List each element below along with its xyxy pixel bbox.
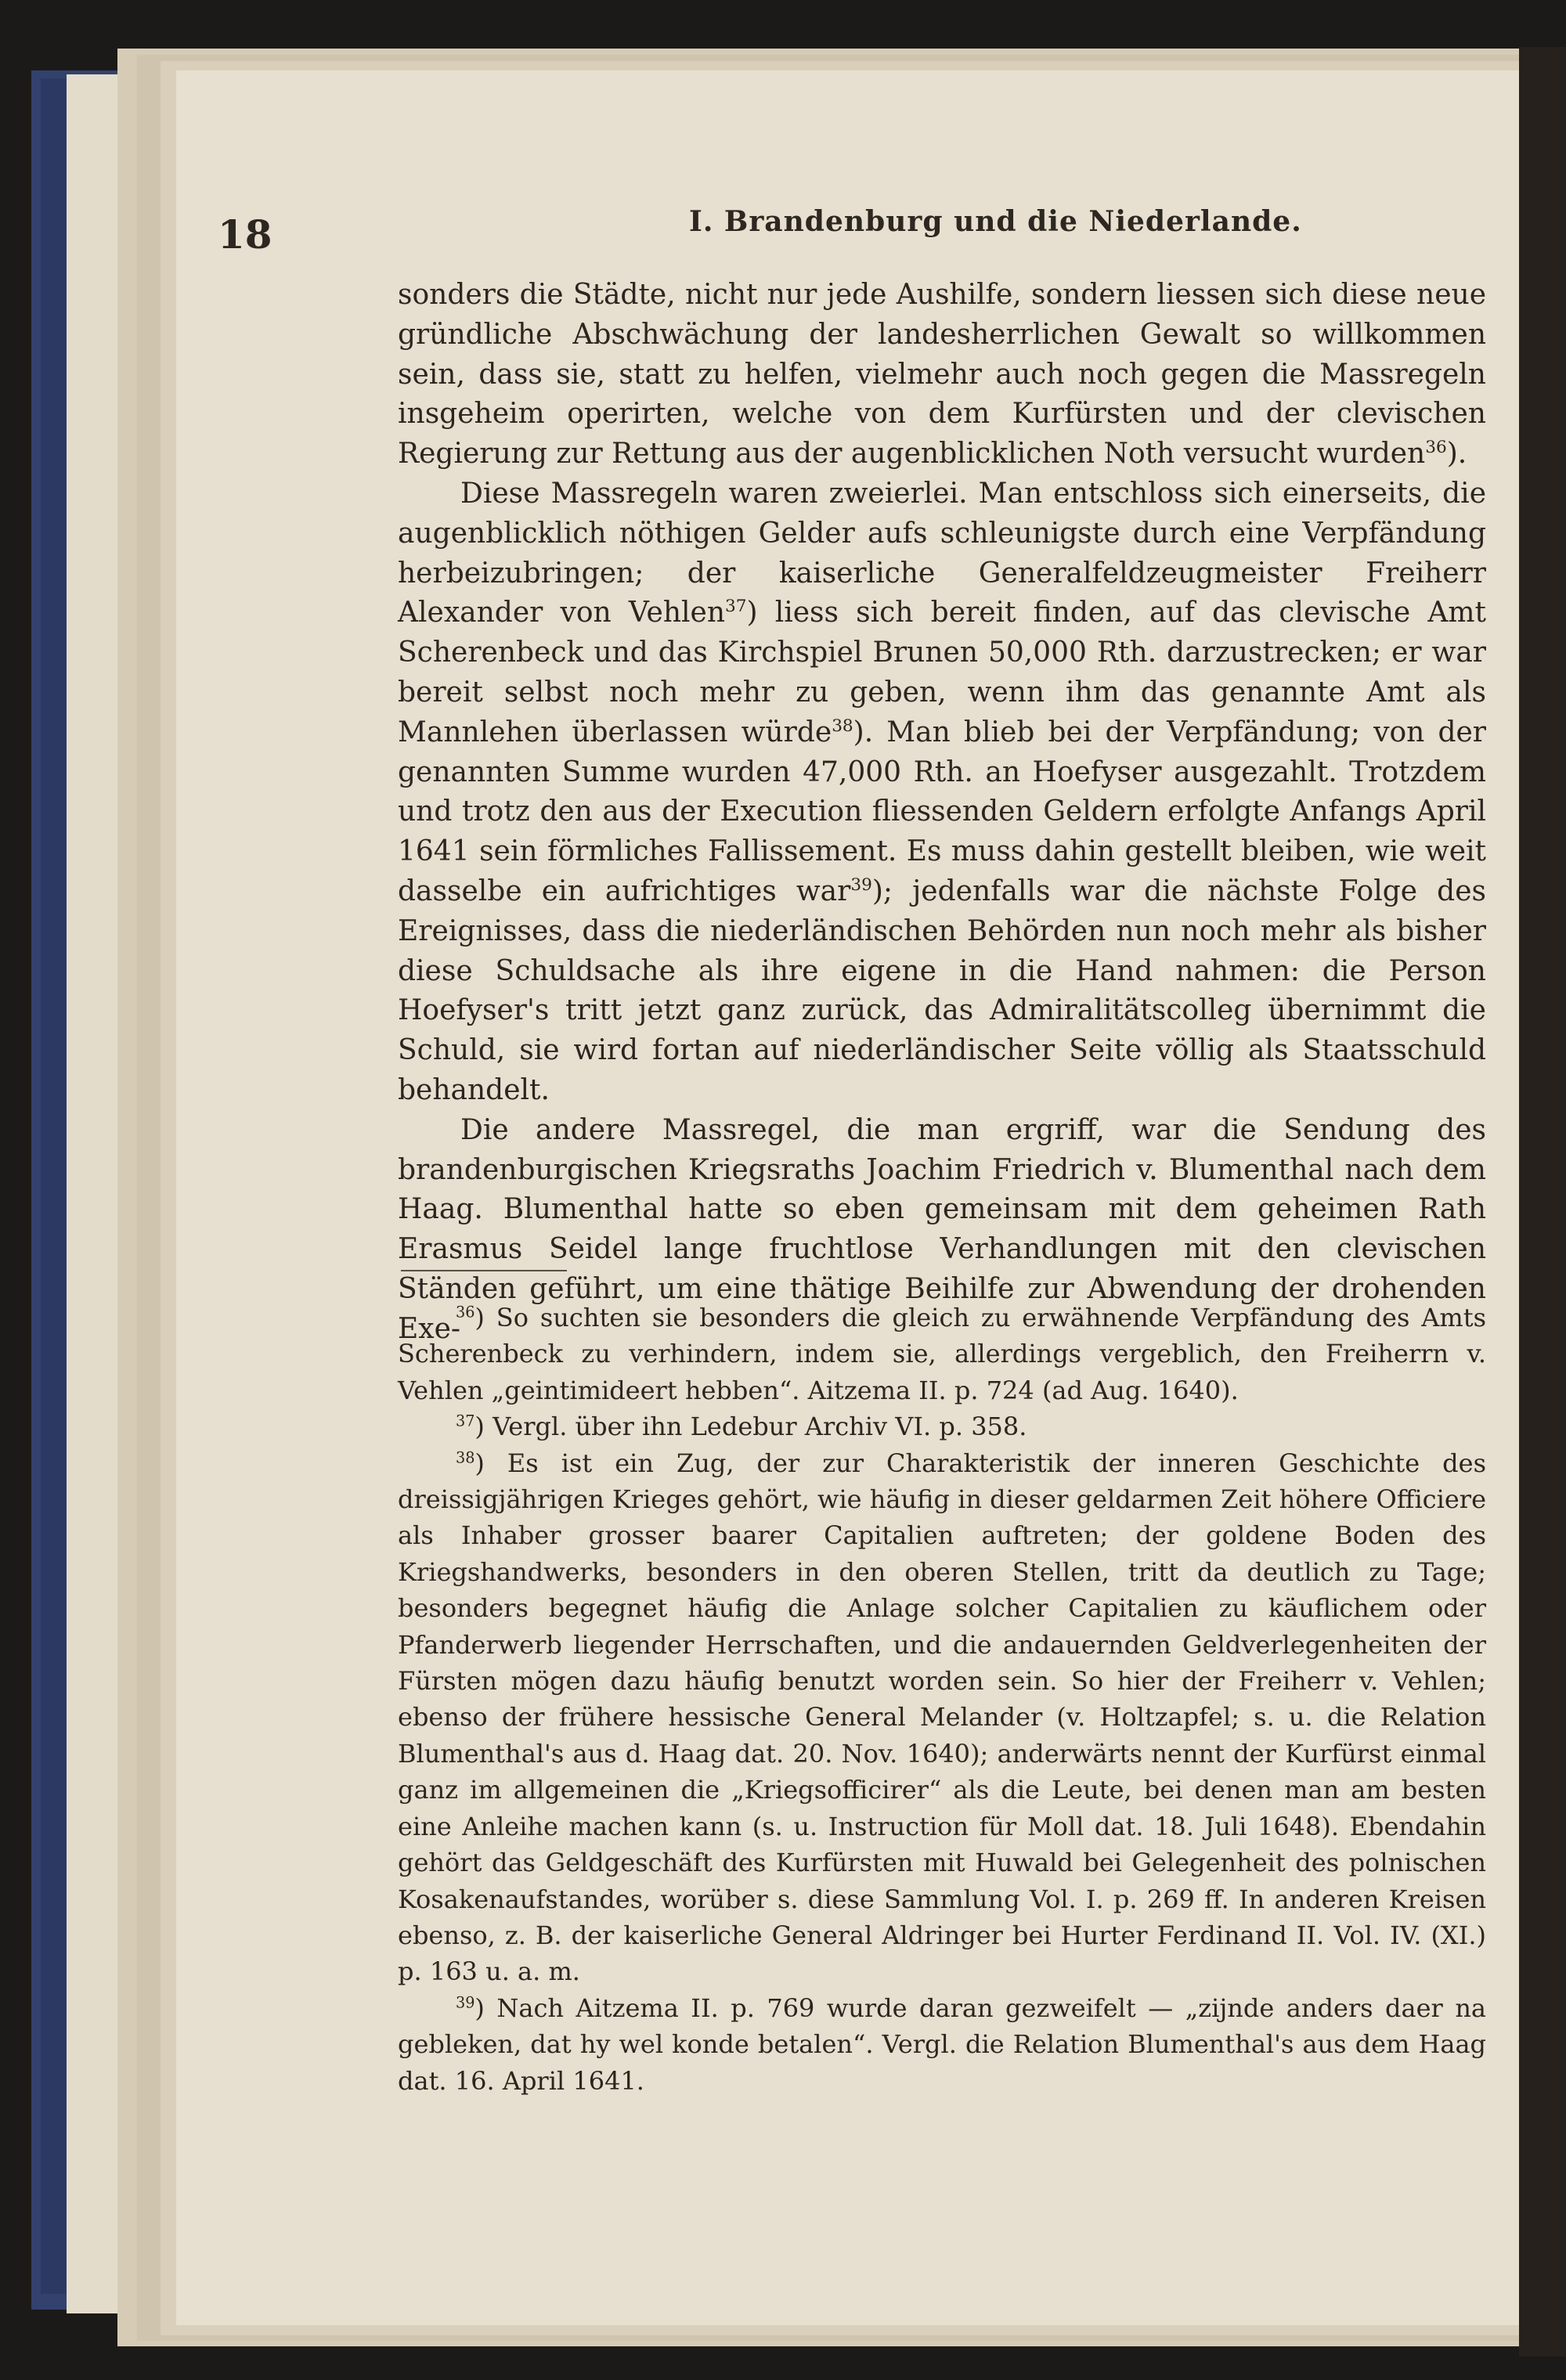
paragraph-text: Diese Massregeln waren zweierlei. Man entschloss sich einerseits, die augenblicklich nöthigen Gelder aufs schleunigste durch eine Verpfändung herbeizubringen; der kaiserliche Generalfeldzeugmeister Freiherr Alexander von Vehlen xyxy=(398,477,1486,629)
footnote xyxy=(398,1300,1486,1408)
footnote-ref: 39 xyxy=(850,874,872,895)
footnote-text: ) Es ist ein Zug, der zur Charakteristik der inneren Geschichte des dreissigjährigen Krieges gehört, wie häufig in dieser geldarmen Zeit höhere Officiere als Inhaber grosser baarer Capitalien auftreten; der goldene Boden des Kriegshandwerks, besonders in den oberen Stellen, tritt da deutlich zu Tage; besonders begegnet häufig die Anlage solcher Capitalien zu käuflichem oder Pfanderwerb liegender Herrschaften, und die andauernden Geldverlegenheiten der Fürsten mögen dazu häufig benutzt worden sein. So hier der Freiherr v. Vehlen; ebenso der frühere hessische General Melander (v. Holtzapfel; s. u. die Relation Blumenthal's aus d. Haag dat. 20. Nov. 1640); anderwärts nennt der Kurfürst einmal ganz im allgemeinen die „Kriegsofficirer“ als die Leute, bei denen man am besten eine Anleihe machen kann (s. u. Instruction für Moll dat. 18. Juli 1648). Ebendahin gehört das Geldgeschäft des Kurfürsten mit Huwald bei Gelegenheit des polnischen Kosakenaufstandes, worüber s. diese Sammlung Vol. I. p. 269 ff. In anderen Kreisen ebenso, z. B. der kaiserliche General Aldringer bei Hurter Ferdinand II. Vol. IV. (XI.) p. 163 u. a. m. xyxy=(398,1448,1486,1987)
footnotes xyxy=(398,1300,1486,2099)
page-number: 18 xyxy=(218,211,272,258)
paragraph-text: ). Man blieb bei der Verpfändung; von der genannten Summe wurden 47,000 Rth. an Hoefyser ausgezahlt. Trotzdem und trotz den aus der Execution fliessenden Geldern erfolgte Anfangs April 1641 sein förmliches Fallissement. Es muss dahin gestellt bleiben, wie weit dasselbe ein aufrichtiges war xyxy=(398,716,1487,907)
paragraph-text: ); jedenfalls war die nächste Folge des Ereignisses, dass die niederländischen Behörden nun noch mehr als bisher diese Schuldsache als ihre eigene in die Hand nahmen: die Person Hoefyser's tritt jetzt ganz zurück, das Admiralitätscolleg übernimmt die Schuld, sie wird fortan auf niederländischer Seite völlig als Staatsschuld behandelt. xyxy=(398,874,1486,1106)
paragraph-text: Die andere Massregel, die man ergriff, war die Sendung des brandenburgischen Kriegsraths Joachim Friedrich v. Blumenthal nach dem Haag. Blumenthal hatte so eben gemeinsam mit dem geheimen Rath Erasmus Seidel lange fruchtlose Verhandlungen mit den clevischen Ständen geführt, um eine thätige Beihilfe zur Abwendung der drohenden Exe- xyxy=(398,1113,1486,1345)
footnote-number: 39 xyxy=(456,1993,475,2012)
footnote-text: ) So suchten sie besonders die gleich zu erwähnende Verpfändung des Amts Scherenbeck zu verhindern, indem sie, allerdings vergeblich, den Freiherrn v. Vehlen „geintimideert hebben“. Aitzema II. p. 724 (ad Aug. 1640). xyxy=(398,1303,1486,1405)
paragraph-text: ) liess sich bereit finden, auf das clevische Amt Scherenbeck und das Kirchspiel Brunen 50,000 Rth. darzustrecken; er war bereit selbst noch mehr zu geben, wenn ihm das genannte Amt als Mannlehen überlassen würde xyxy=(398,597,1486,748)
footnote-number: 36 xyxy=(456,1303,475,1322)
footnote-text: ) Nach Aitzema II. p. 769 wurde daran gezweifelt — „zijnde anders daer na gebleken, dat hy wel konde betalen“. Vergl. die Relation Blumenthal's aus dem Haag dat. 16. April 1641. xyxy=(398,1992,1486,2096)
footnote xyxy=(398,1408,1486,1444)
paragraph xyxy=(398,276,1486,474)
footnote-ref: 37 xyxy=(725,597,747,617)
paragraph xyxy=(398,474,1486,1111)
background-edge xyxy=(1519,47,1566,2357)
footnote-ref: 38 xyxy=(832,716,853,736)
running-header-title: I. Brandenburg und die Niederlande. xyxy=(689,205,1302,238)
paragraph-text: sonders die Städte, nicht nur jede Aushilfe, sondern liessen sich diese neue gründliche Abschwächung der landesherrlichen Gewalt so willkommen sein, dass sie, statt zu helfen, vielmehr auch noch gegen die Massregeln insgeheim operirten, welche von dem Kurfürsten und der clevischen Regierung zur Rettung aus der augenblicklichen Noth versucht wurden xyxy=(398,279,1486,471)
footnote-text: ) Vergl. über ihn Ledebur Archiv VI. p. 358. xyxy=(474,1412,1027,1442)
footnote-number: 38 xyxy=(456,1448,475,1466)
paragraph-text: ). xyxy=(1446,438,1467,471)
footnote-number: 37 xyxy=(456,1412,475,1430)
footnote xyxy=(398,1445,1486,1990)
main-text xyxy=(398,276,1486,1350)
footnote-ref: 36 xyxy=(1425,438,1447,458)
footnote xyxy=(398,1990,1486,2099)
footnote-divider xyxy=(401,1270,567,1271)
